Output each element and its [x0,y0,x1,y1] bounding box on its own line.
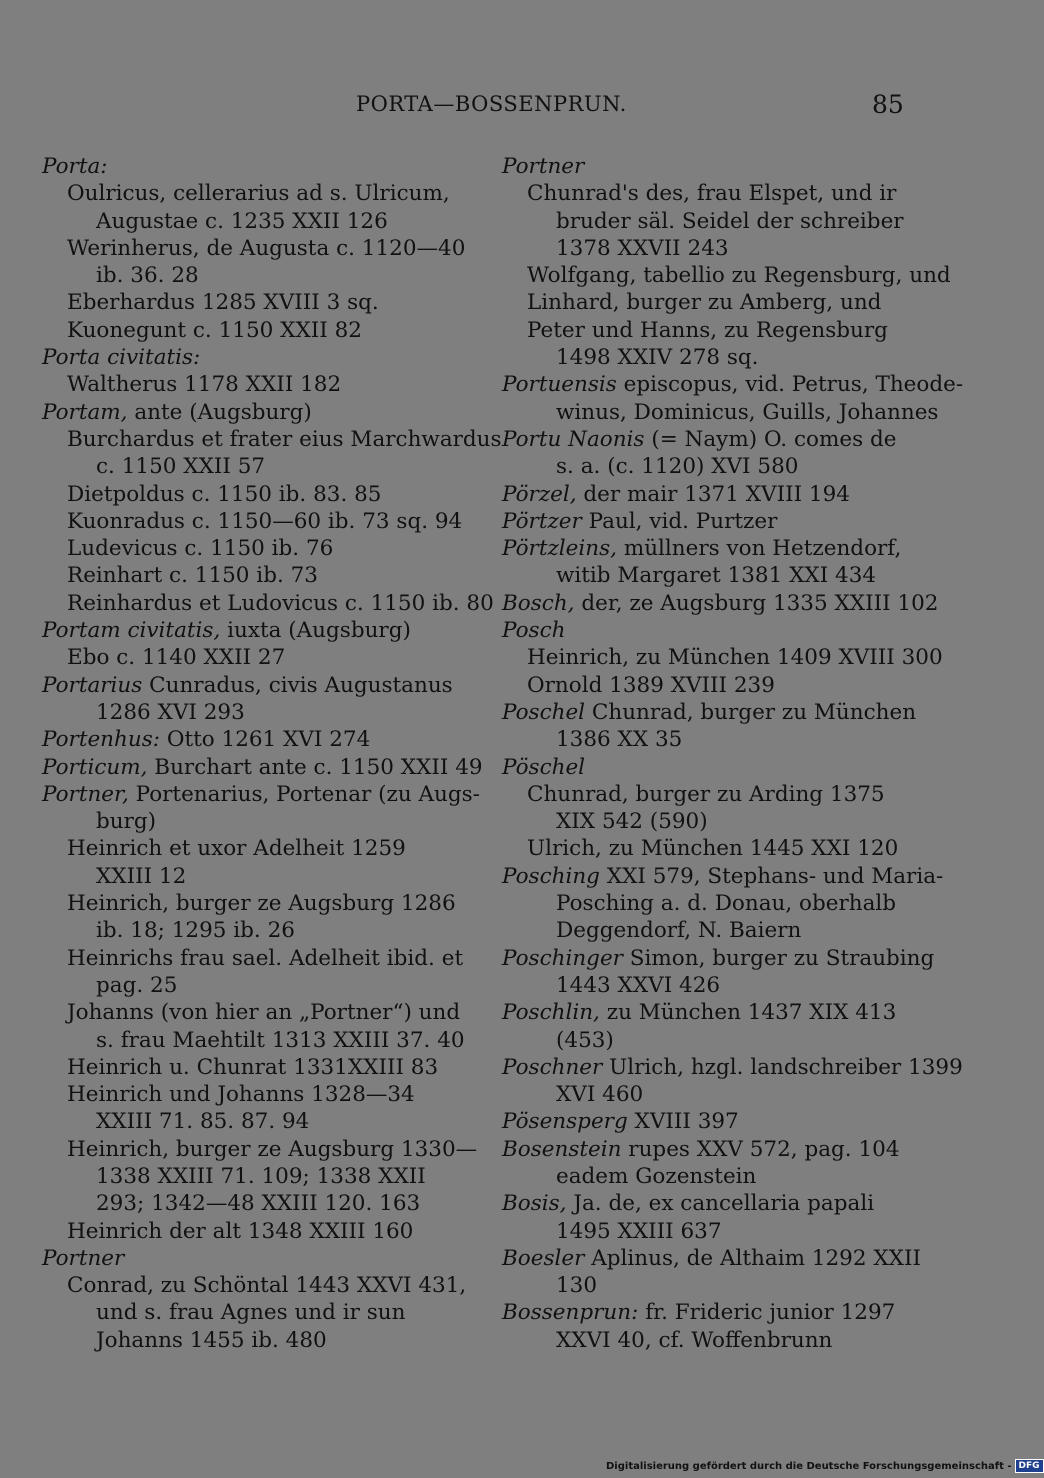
entry-text: Ulrich, zu München 1445 XXI 120 [527,836,899,862]
entry-text: Reinhardus et Ludovicus c. 1150 ib. 80 [67,590,494,616]
entry-text: Kuonegunt c. 1150 XXII 82 [67,317,362,343]
index-line [42,699,462,726]
index-line [502,453,922,480]
entry-text: Heinrich und Johanns 1328—34 [67,1082,415,1108]
index-line [42,1081,462,1108]
index-line [502,371,964,398]
index-line [502,1108,922,1135]
entry-text: XVIII 397 [627,1109,739,1135]
index-line [42,1245,462,1272]
index-line [42,617,462,644]
entry-text: der, ze Augsburg 1335 XXIII 102 [574,590,939,616]
index-line [502,317,922,344]
index-line [502,508,922,535]
entry-headword: Poschel [502,699,586,725]
entry-headword: Portam civitatis, [42,618,221,644]
entry-text: s. a. (c. 1120) XVI 580 [556,454,799,480]
page-header [0,92,1000,126]
entry-text: Peter und Hanns, zu Regensburg [527,317,888,343]
entry-headword: Pörtzer [502,508,582,534]
entry-text: Posching a. d. Donau, oberhalb [556,891,897,917]
index-line [42,235,466,262]
index-line [42,262,462,289]
entry-text: Simon, burger zu Straubing [622,945,935,971]
index-line [502,781,922,808]
index-line [502,180,922,207]
index-line [502,1245,922,1272]
entry-text: 1443 XXVI 426 [556,972,721,998]
index-line [502,644,943,671]
entry-text: bruder säl. Seidel der schreiber [556,208,904,234]
entry-text: Portenarius, Portenar (zu Augs- [128,781,480,807]
index-line [502,1163,922,1190]
entry-text: Ulrich, hzgl. landschreiber 1399 [602,1054,963,1080]
entry-text: witib Margaret 1381 XXI 434 [556,563,877,589]
entry-text: Conrad, zu Schöntal 1443 XXVI 431, [67,1273,467,1299]
entry-text: 293; 1342—48 XXIII 120. 163 [96,1191,421,1217]
entry-text: XVI 460 [556,1082,644,1108]
index-line [42,863,462,890]
index-line [42,1327,462,1354]
index-line [42,453,462,480]
footer-credit: Digitalisierung gefördert durch die Deutsche Forschungsgemeinschaft - [606,1461,1012,1472]
index-line [502,672,922,699]
entry-text: 1338 XXIII 71. 109; 1338 XXII [96,1163,426,1189]
index-line [42,399,462,426]
entry-text: (453) [556,1027,614,1053]
entry-text: und s. frau Agnes und ir sun [96,1300,406,1326]
entry-text: XXIII 71. 85. 87. 94 [96,1109,310,1135]
entry-text: Ebo c. 1140 XXII 27 [67,645,286,671]
entry-headword: Bosis, [502,1191,567,1217]
entry-text: c. 1150 XXII 57 [96,454,266,480]
index-line [502,590,939,617]
entry-text: 1386 XX 35 [556,727,683,753]
entry-text: Burchart ante c. 1150 XXII 49 [147,754,483,780]
entry-text: Dietpoldus c. 1150 ib. 83. 85 [67,481,382,507]
index-line [42,917,462,944]
entry-text: Ja. de, ex cancellaria papali [566,1191,875,1217]
index-line [502,208,922,235]
entry-text: Kuonradus c. 1150—60 ib. 73 sq. 94 [67,508,463,534]
index-line [42,1136,478,1163]
entry-text: Werinherus, de Augusta c. 1120—40 [67,235,466,261]
entry-text: Aplinus, de Althaim 1292 XXII [584,1245,921,1271]
index-line [42,672,462,699]
index-line [42,808,462,835]
index-line [42,726,462,753]
entry-text: Ornold 1389 XVIII 239 [527,672,775,698]
entry-headword: Poschinger [502,945,623,971]
entry-text: Heinrich, burger ze Augsburg 1330— [67,1136,478,1162]
index-line [42,1190,462,1217]
entry-headword: Portner [42,1245,125,1271]
left-column [42,153,502,1354]
index-line [502,1081,922,1108]
index-line [42,1108,462,1135]
index-line [502,426,922,453]
entry-headword: Portenhus: [42,727,160,753]
entry-text: Burchardus et frater eius Marchwardus [67,426,502,452]
entry-text: Otto 1261 XVI 274 [160,727,371,753]
index-line [502,863,944,890]
entry-text: pag. 25 [96,972,178,998]
entry-text: Chunrad, burger zu Arding 1375 [527,781,885,807]
index-line [42,1163,462,1190]
entry-text: episcopus, vid. Petrus, Theode- [616,372,964,398]
entry-text: Cunradus, civis Augustanus [142,672,453,698]
index-line [502,535,922,562]
entry-headword: Bosch, [502,590,575,616]
entry-text: der mair 1371 XVIII 194 [576,481,850,507]
entry-text: s. frau Maehtilt 1313 XXIII 37. 40 [96,1027,465,1053]
right-column [502,153,964,1354]
entry-headword: Posching [502,863,600,889]
entry-text: Heinrich u. Chunrat 1331XXIII 83 [67,1054,439,1080]
entry-headword: Poschner [502,1054,603,1080]
entry-headword: Pörtzleins, [502,536,617,562]
index-line [42,426,502,453]
index-line [42,208,462,235]
index-line [502,562,922,589]
index-line [502,262,951,289]
index-line [502,754,922,781]
entry-headword: Portuensis [502,372,617,398]
entry-text: XXVI 40, cf. Woffenbrunn [556,1327,833,1353]
index-line [502,617,922,644]
index-line [502,481,922,508]
index-line [42,153,462,180]
index-line [502,699,922,726]
entry-text: Deggendorf, N. Baiern [556,918,802,944]
index-line [502,1299,922,1326]
index-line [42,1272,467,1299]
index-line [502,1136,922,1163]
index-line [502,153,922,180]
footer [606,1459,1044,1473]
entry-headword: Bosenstein [502,1136,622,1162]
entry-text: Heinrich et uxor Adelheit 1259 [67,836,406,862]
entry-text: Paul, vid. Purtzer [581,508,778,534]
entry-headword: Bossenprun: [502,1300,639,1326]
entry-text: Heinrichs frau sael. Adelheit ibid. et [67,945,464,971]
entry-text: Ludevicus c. 1150 ib. 76 [67,536,334,562]
entry-text: Chunrad, burger zu München [585,699,917,725]
entry-text: XIX 542 (590) [556,809,708,835]
index-line [502,890,922,917]
index-line [42,180,462,207]
entry-text: Reinhart c. 1150 ib. 73 [67,563,318,589]
index-line [42,644,462,671]
entry-text: Linhard, burger zu Amberg, und [527,290,882,316]
entry-headword: Portarius [42,672,143,698]
index-line [502,1218,922,1245]
entry-text: Waltherus 1178 XXII 182 [67,372,342,398]
entry-headword: Porticum, [42,754,148,780]
entry-text: 1495 XXIII 637 [556,1218,722,1244]
entry-headword: Posch [502,618,566,644]
index-line [42,481,462,508]
entry-text: Heinrich der alt 1348 XXIII 160 [67,1218,414,1244]
entry-text: XXIII 12 [96,863,187,889]
entry-text: burg) [96,809,157,835]
running-title: PORTA—BOSSENPRUN. [356,92,627,116]
entry-text: 1286 XVI 293 [96,699,245,725]
entry-text: 1498 XXIV 278 sq. [556,345,759,371]
entry-headword: Poschlin, [502,1000,600,1026]
entry-headword: Porta civitatis: [42,345,201,371]
index-line [42,890,462,917]
entry-text: müllners von Hetzendorf, [616,536,902,562]
index-line [502,835,922,862]
index-line [502,289,922,316]
index-line [42,972,462,999]
entry-headword: Porta: [42,154,108,179]
index-line [502,1272,922,1299]
index-line [42,371,462,398]
index-line [502,399,939,426]
entry-text: rupes XXV 572, pag. 104 [621,1136,900,1162]
entry-headword: Pösensperg [502,1109,628,1135]
dfg-logo: DFG [1015,1459,1044,1473]
entry-text: XXI 579, Stephans- und Maria- [599,863,944,889]
index-line [502,945,935,972]
index-line [502,1327,922,1354]
index-line [502,917,922,944]
index-line [42,317,462,344]
entry-text: fr. Frideric junior 1297 [638,1300,896,1326]
index-line [42,508,462,535]
entry-text: zu München 1437 XIX 413 [599,1000,897,1026]
entry-text: Johanns (von hier an „Portner“) und [67,1000,461,1026]
entry-text: Chunrad's des, frau Elspet, und ir [527,181,897,207]
index-line [42,1218,462,1245]
entry-text: winus, Dominicus, Guills, Johannes [556,399,939,425]
index-line [502,235,922,262]
entry-headword: Portam, [42,399,128,425]
entry-headword: Pörzel, [502,481,577,507]
index-line [42,535,462,562]
index-line [502,1054,963,1081]
entry-text: 130 [556,1273,598,1299]
index-line [502,999,922,1026]
entry-text: Heinrich, zu München 1409 XVIII 300 [527,645,943,671]
index-line [42,1027,465,1054]
entry-headword: Portu Naonis [502,426,645,452]
entry-text: Augustae c. 1235 XXII 126 [96,208,388,234]
entry-headword: Portner, [42,781,129,807]
index-line [42,1299,462,1326]
entry-headword: Portner [502,154,585,179]
index-line [42,754,483,781]
entry-text: ante (Augsburg) [127,399,312,425]
index-line [502,808,922,835]
index-line [42,590,494,617]
entry-text: eadem Gozenstein [556,1163,757,1189]
index-line [42,781,480,808]
entry-text: 1378 XXVII 243 [556,235,729,261]
entry-text: (= Naym) O. comes de [644,426,897,452]
index-line [502,1190,922,1217]
index-line [42,835,462,862]
entry-text: ib. 18; 1295 ib. 26 [96,918,295,944]
entry-text: iuxta (Augsburg) [220,618,411,644]
page-number: 85 [872,90,904,119]
entry-text: Wolfgang, tabellio zu Regensburg, und [527,263,951,289]
entry-headword: Boesler [502,1245,585,1271]
entry-text: Eberhardus 1285 XVIII 3 sq. [67,290,379,316]
index-line [42,945,462,972]
index-line [42,562,462,589]
index-line [42,999,462,1026]
index-line [502,726,922,753]
index-line [502,1027,922,1054]
index-line [42,1054,462,1081]
entry-headword: Pöschel [502,754,586,780]
index-line [42,289,462,316]
entry-text: Oulricus, cellerarius ad s. Ulricum, [67,181,450,207]
entry-text: ib. 36. 28 [96,263,199,289]
index-line [42,344,462,371]
index-line [502,344,922,371]
index-line [502,972,922,999]
entry-text: Heinrich, burger ze Augsburg 1286 [67,891,456,917]
entry-text: Johanns 1455 ib. 480 [96,1327,327,1353]
